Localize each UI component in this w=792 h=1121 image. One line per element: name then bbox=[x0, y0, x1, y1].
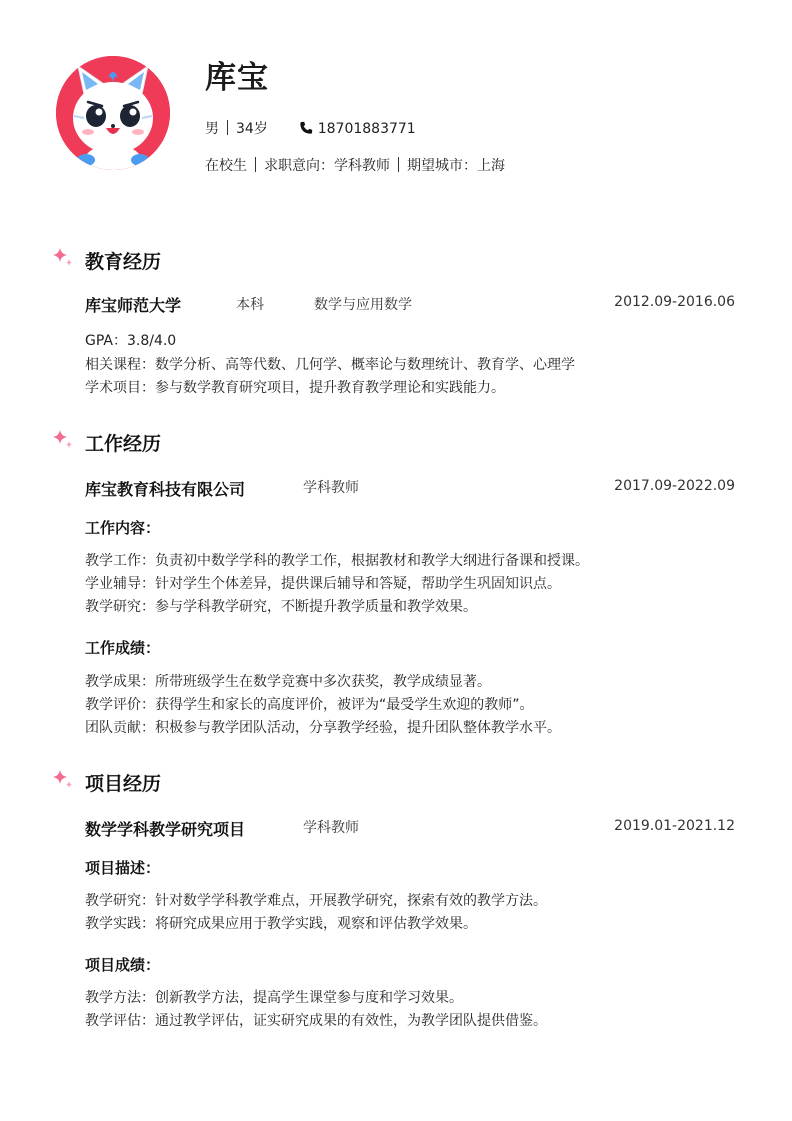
basic-info-row bbox=[205, 118, 416, 138]
education-line: GPA：3.8/4.0 bbox=[85, 333, 177, 349]
work-achievement-line: 教学评价：获得学生和家长的高度评价，被评为“最受学生欢迎的教师”。 bbox=[85, 697, 534, 713]
work-achievement-title: 工作成绩： bbox=[85, 639, 161, 657]
work-content-line: 教学工作：负责初中数学学科的教学工作，根据教材和教学大纲进行备课和授课。 bbox=[85, 553, 589, 569]
job-intention: 求职意向：学科教师 bbox=[264, 158, 390, 174]
school-name: 库宝师范大学 bbox=[85, 296, 182, 315]
project-date: 2019.01-2021.12 bbox=[614, 818, 735, 834]
work-content-line: 教学研究：参与学科教学研究，不断提升教学质量和教学效果。 bbox=[85, 599, 477, 615]
divider bbox=[227, 120, 228, 135]
work-content-line: 学业辅导：针对学生个体差异，提供课后辅导和答疑，帮助学生巩固知识点。 bbox=[85, 576, 561, 592]
age: 34岁 bbox=[236, 121, 268, 137]
job-role: 学科教师 bbox=[303, 480, 359, 496]
sparkle-icon bbox=[52, 247, 74, 269]
project-description-line: 教学实践：将研究成果应用于教学实践，观察和评估教学效果。 bbox=[85, 916, 477, 932]
major: 数学与应用数学 bbox=[314, 297, 412, 313]
education-line: 相关课程：数学分析、高等代数、几何学、概率论与数理统计、教育学、心理学 bbox=[85, 357, 575, 373]
project-name: 数学学科教学研究项目 bbox=[85, 820, 246, 839]
sparkle-icon bbox=[52, 429, 74, 451]
project-result-title: 项目成绩： bbox=[85, 956, 161, 974]
job-info-row bbox=[205, 155, 505, 175]
education-line: 学术项目：参与数学教育研究项目，提升教育教学理论和实践能力。 bbox=[85, 380, 505, 396]
candidate-name: 库宝 bbox=[205, 60, 269, 96]
project-result-line: 教学方法：创新教学方法，提高学生课堂参与度和学习效果。 bbox=[85, 990, 463, 1006]
avatar bbox=[56, 56, 170, 170]
education-date: 2012.09-2016.06 bbox=[614, 294, 735, 310]
work-achievement-line: 教学成果：所带班级学生在数学竞赛中多次获奖，教学成绩显著。 bbox=[85, 674, 491, 690]
project-description-title: 项目描述： bbox=[85, 859, 161, 877]
sparkle-icon bbox=[52, 769, 74, 791]
degree: 本科 bbox=[236, 297, 264, 313]
work-date: 2017.09-2022.09 bbox=[614, 478, 735, 494]
section-title-education: 教育经历 bbox=[85, 251, 162, 273]
section-title-work: 工作经历 bbox=[85, 433, 162, 455]
divider bbox=[255, 157, 256, 172]
status: 在校生 bbox=[205, 158, 247, 174]
divider bbox=[398, 157, 399, 172]
project-role: 学科教师 bbox=[303, 820, 359, 836]
project-description-line: 教学研究：针对数学学科教学难点，开展教学研究，探索有效的教学方法。 bbox=[85, 893, 547, 909]
expected-city: 期望城市：上海 bbox=[407, 158, 505, 174]
section-title-project: 项目经历 bbox=[85, 773, 162, 795]
gender: 男 bbox=[205, 121, 219, 137]
work-content-title: 工作内容： bbox=[85, 519, 161, 537]
cat-mascot-icon bbox=[56, 56, 170, 170]
project-result-line: 教学评估：通过教学评估，证实研究成果的有效性，为教学团队提供借鉴。 bbox=[85, 1013, 547, 1029]
work-achievement-line: 团队贡献：积极参与教学团队活动，分享教学经验，提升团队整体教学水平。 bbox=[85, 720, 561, 736]
phone-icon bbox=[299, 121, 313, 135]
phone-number: 18701883771 bbox=[317, 121, 416, 137]
company-name: 库宝教育科技有限公司 bbox=[85, 480, 246, 499]
